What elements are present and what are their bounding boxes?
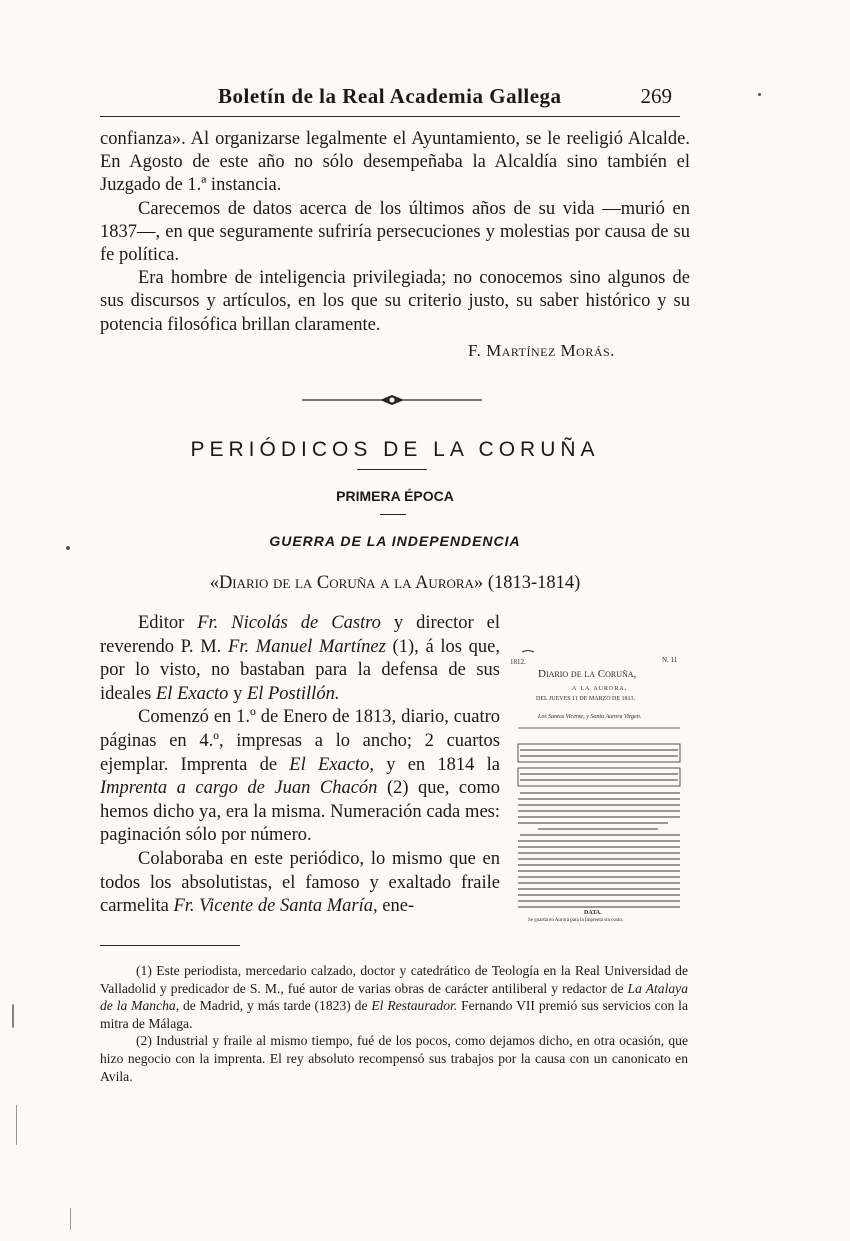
text: Este periodista, mercedario calzado, doctor y catedrático de Teología en la Real Universidad de Valladolid y predicador de S. M., fué autor de varias obras de carácter antiliberal y redactor de xyxy=(100,963,688,996)
facsimile-issue: 1812. xyxy=(510,658,526,666)
paper-speck xyxy=(758,93,761,96)
footnote-marker: (1) xyxy=(136,963,152,978)
footnote xyxy=(100,962,688,1032)
facsimile-masthead: Diario de la Coruña, xyxy=(538,668,637,680)
article-end xyxy=(100,128,690,337)
text: Comenzó en 1.º de Enero de 1813, diario, cuatro páginas en 4.º, impresas a lo ancho; 2 cuartos ejemplar. Imprenta de xyxy=(100,707,500,775)
text: ene- xyxy=(377,896,415,917)
text: (1), á los que, por lo visto, no bastaban para la defensa de sus ideales xyxy=(100,636,500,704)
facsimile-masthead-2: a la aurora. xyxy=(572,683,628,692)
text: (2) que, como hemos dicho ya, era la misma. Numeración cada mes: paginación sólo por número. xyxy=(100,778,500,846)
running-head xyxy=(100,84,680,114)
footnote xyxy=(100,1032,688,1085)
paper-mark xyxy=(16,1105,17,1145)
newspaper-name: El Exacto xyxy=(156,683,229,704)
text: Industrial y fraile al mismo tiempo, fué de los pocos, como dejamos dicho, en otra ocasión, que hizo negocio con la imprenta. El rey absoluto recompensó sus trabajos por la causa con un canonicato en Avila. xyxy=(100,1033,688,1084)
newspaper-title: «Diario de la Coruña a la Aurora» xyxy=(209,573,484,593)
collaborator-name: Fr. Vicente de Santa María, xyxy=(173,896,378,917)
newspaper-name: El Postillón. xyxy=(246,683,340,704)
paragraph xyxy=(100,848,500,919)
paper-mark xyxy=(12,1004,14,1028)
newspaper-facsimile xyxy=(508,648,688,926)
paragraph: Era hombre de inteligencia privilegiada; no conocemos sino algunos de sus discursos y artículos, en los que su criterio justo, su saber histórico y su potencia filosófica brillan claramente. xyxy=(100,268,690,335)
footnotes xyxy=(100,962,688,1085)
printer-name: Imprenta a cargo de Juan Chacón xyxy=(100,778,378,799)
editor-name: Fr. Nicolás de Castro xyxy=(197,613,381,633)
footnote-marker: (2) xyxy=(136,1033,152,1049)
paragraph xyxy=(100,706,500,848)
facsimile-date: DEL JUEVES 11 DE MARZO DE 1813. xyxy=(536,696,636,702)
paper-mark xyxy=(70,1208,71,1230)
journal-title: Boletín de la Real Academia Gallega xyxy=(218,84,562,108)
newspaper-name: El Exacto, xyxy=(289,754,374,775)
paragraph: confianza». Al organizarse legalmente el Ayuntamiento, se le reeligió Alcalde. En Agosto de este año no sólo desempeñaba la Alcaldía sino también el Juzgado de 1.ª instancia. xyxy=(100,129,690,196)
text: de Madrid, y más tarde (1823) de xyxy=(179,998,372,1014)
section-divider-ornament xyxy=(302,393,482,407)
text: y director el reverendo P. M. xyxy=(100,613,501,657)
author-signature: F. Martínez Morás. xyxy=(468,341,615,360)
publication-name: El Restaurador. xyxy=(371,998,458,1014)
section-subtitle: PRIMERA ÉPOCA xyxy=(336,488,454,504)
title-rule xyxy=(357,469,427,470)
text: y en 1814 la xyxy=(373,754,500,775)
facsimile-data-heading: DATA. xyxy=(584,910,602,916)
paragraph: Carecemos de datos acerca de los últimos años de su vida —murió en 1837—, en que seguramente sufriría persecuciones y molestias por causa de su fe política. xyxy=(100,198,690,266)
text: Colaboraba en este periódico, lo mismo que en todos los absolutistas, el famoso y exaltado fraile carmelita xyxy=(100,848,500,917)
facsimile-saints: Los Santos Vicente, y Santa Aurora Virgen. xyxy=(538,714,642,720)
newspaper-years: (1813-1814) xyxy=(487,573,581,593)
publication-name: La Atalaya de la Mancha, xyxy=(100,980,688,1014)
page-number: 269 xyxy=(640,84,672,108)
paragraph xyxy=(100,612,500,706)
subtitle-rule xyxy=(380,514,406,515)
paper-speck xyxy=(66,546,70,550)
section-title: PERIÓDICOS DE LA CORUÑA xyxy=(190,438,600,461)
newspaper-description xyxy=(100,612,500,919)
text: Editor xyxy=(138,613,198,633)
text: y xyxy=(228,683,247,704)
director-name: Fr. Manuel Martínez xyxy=(228,636,386,657)
section-subsubtitle: GUERRA DE LA INDEPENDENCIA xyxy=(269,533,521,549)
footnote-rule xyxy=(100,945,240,946)
facsimile-footer: Se guarda en Aurora para la Imprenta sin costo. xyxy=(528,918,624,923)
newspaper-heading xyxy=(100,573,690,594)
text: Fernando VII premió sus servicios con la mitra de Málaga. xyxy=(100,998,688,1031)
header-rule xyxy=(100,116,680,117)
facsimile-number: N. 11 xyxy=(662,656,678,664)
